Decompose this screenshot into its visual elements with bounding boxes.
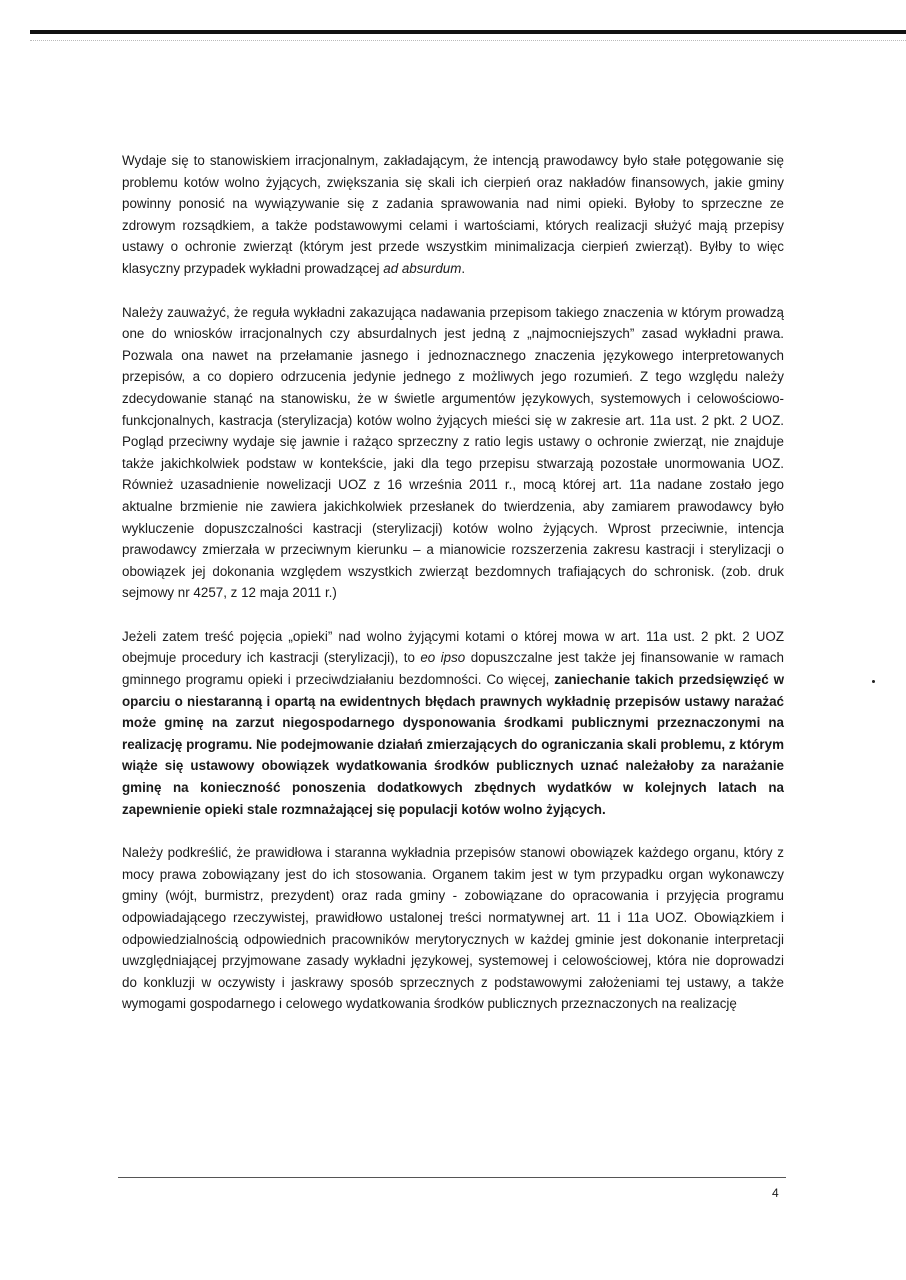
paragraph-2 (122, 302, 784, 604)
paragraph-3-bold-text: zaniechanie takich przedsięwzięć w oparciu o niestaranną i opartą na ewidentnych błędach prawnych wykładnię przepisów ustawy narażać może gminę na zarzut niegospodarnego dysponowania środkami publicznymi przeznaczonymi na realizację programu. Nie podejmowanie działań zmierzających do ograniczania skali problemu, z którym wiąże się ustawowy obowiązek wydatkowania środków publicznych uznać należałoby za narażanie gminę na konieczność ponoszenia dodatkowych zbędnych wydatków w kolejnych latach na zapewnienie opieki stale rozmnażającej się populacji kotów wolno żyjących. (122, 672, 784, 817)
paragraph-3 (122, 626, 784, 820)
page-number: 4 (772, 1186, 779, 1200)
header-dotted-rule (30, 40, 906, 41)
paragraph-1-text: Wydaje się to stanowiskiem irracjonalnym, zakładającym, że intencją prawodawcy było stałe potęgowanie się problemu kotów wolno żyjących, zwiększania się skali ich cierpień oraz nakładów finansowych, jakie gminy powinny ponosić na wywiązywanie się z zadania sprawowania nad nimi opieki. Byłoby to sprzeczne ze zdrowym rozsądkiem, a także podstawowymi celami i wartościami, których realizacji służyć mają przepisy ustawy o ochronie zwierząt (którym jest przede wszystkim minimalizacja cierpień zwierząt). Byłby to więc klasyczny przypadek wykładni prowadzącej (122, 153, 784, 276)
paragraph-3-italic-term: eo ipso (420, 650, 466, 666)
paragraph-4 (122, 842, 784, 1015)
header-rule (30, 30, 906, 34)
footer-rule (118, 1177, 786, 1178)
document-body (122, 150, 784, 1037)
paragraph-1 (122, 150, 784, 280)
paragraph-1-end: . (461, 260, 466, 276)
paragraph-3-text: Jeżeli zatem treść pojęcia „opieki” nad wolno żyjącymi kotami o której mowa w art. 11a ust. 2 pkt. 2 UOZ obejmuje procedury ich kastracji (sterylizacji), to (122, 628, 784, 666)
paragraph-2-text: Należy zauważyć, że reguła wykładni zakazująca nadawania przepisom takiego znaczenia w którym prowadzą one do wniosków irracjonalnych czy absurdalnych jest jedną z „najmocniejszych” zasad wykładni prawa. Pozwala ona nawet na przełamanie jasnego i jednoznacznego znaczenia językowego interpretowanych przepisów, a co dopiero odrzucenia jedynie jednego z możliwych jego rozumień. Z tego względu należy zdecydowanie stanąć na stanowisku, że w świetle argumentów językowych, systemowych i celowościowo-funkcjonalnych, kastracja (sterylizacja) kotów wolno żyjących mieści się w zakresie art. 11a ust. 2 pkt. 2 UOZ. Pogląd przeciwny wydaje się jawnie i rażąco sprzeczny z ratio legis ustawy o ochronie zwierząt, nie znajduje także jakichkolwiek podstaw w kontekście, jaki dla tego przepisu stwarzają pozostałe unormowania UOZ. Również uzasadnienie nowelizacji UOZ z 16 września 2011 r., mocą której art. 11a nadane zostało jego aktualne brzmienie nie zawiera jakichkolwiek przesłanek do twierdzenia, aby zamiarem prawodawcy było wykluczenie dopuszczalności kastracji (sterylizacji) kotów wolno żyjących. Wprost przeciwnie, intencja prawodawcy zmierzała w przeciwnym kierunku – a mianowicie rozszerzenia zakresu kastracji i sterylizacji o obowiązek jej dokonania względem wszystkich zwierząt bezdomnych trafiających do schronisk. (zob. druk sejmowy nr 4257, z 12 maja 2011 r.) (122, 304, 784, 601)
paragraph-3-text-cont: dopuszczalne jest także jej finansowanie w ramach gminnego programu opieki i przeciwdziałaniu bezdomności. Co więcej, (122, 650, 784, 688)
scan-speck (872, 680, 875, 683)
paragraph-1-italic-term: ad absurdum (383, 260, 462, 276)
paragraph-4-text: Należy podkreślić, że prawidłowa i staranna wykładnia przepisów stanowi obowiązek każdego organu, który z mocy prawa zobowiązany jest do ich stosowania. Organem takim jest w tym przypadku organ wykonawczy gminy (wójt, burmistrz, prezydent) oraz rada gminy - zobowiązane do opracowania i przyjęcia programu odpowiadającego rzeczywistej, prawidłowo ustalonej treści normatywnej art. 11 i 11a UOZ. Obowiązkiem i odpowiedzialnością odpowiednich pracowników merytorycznych w każdej gminie jest dokonanie interpretacji uwzględniającej przyjmowane zasady wykładni językowej, systemowej i celowościowej, która nie doprowadzi do konkluzji w oczywisty i jaskrawy sposób sprzecznych z podstawowymi założeniami tej ustawy, a także wymogami gospodarnego i celowego wydatkowania środków publicznych przeznaczonych na realizację (122, 845, 784, 1012)
